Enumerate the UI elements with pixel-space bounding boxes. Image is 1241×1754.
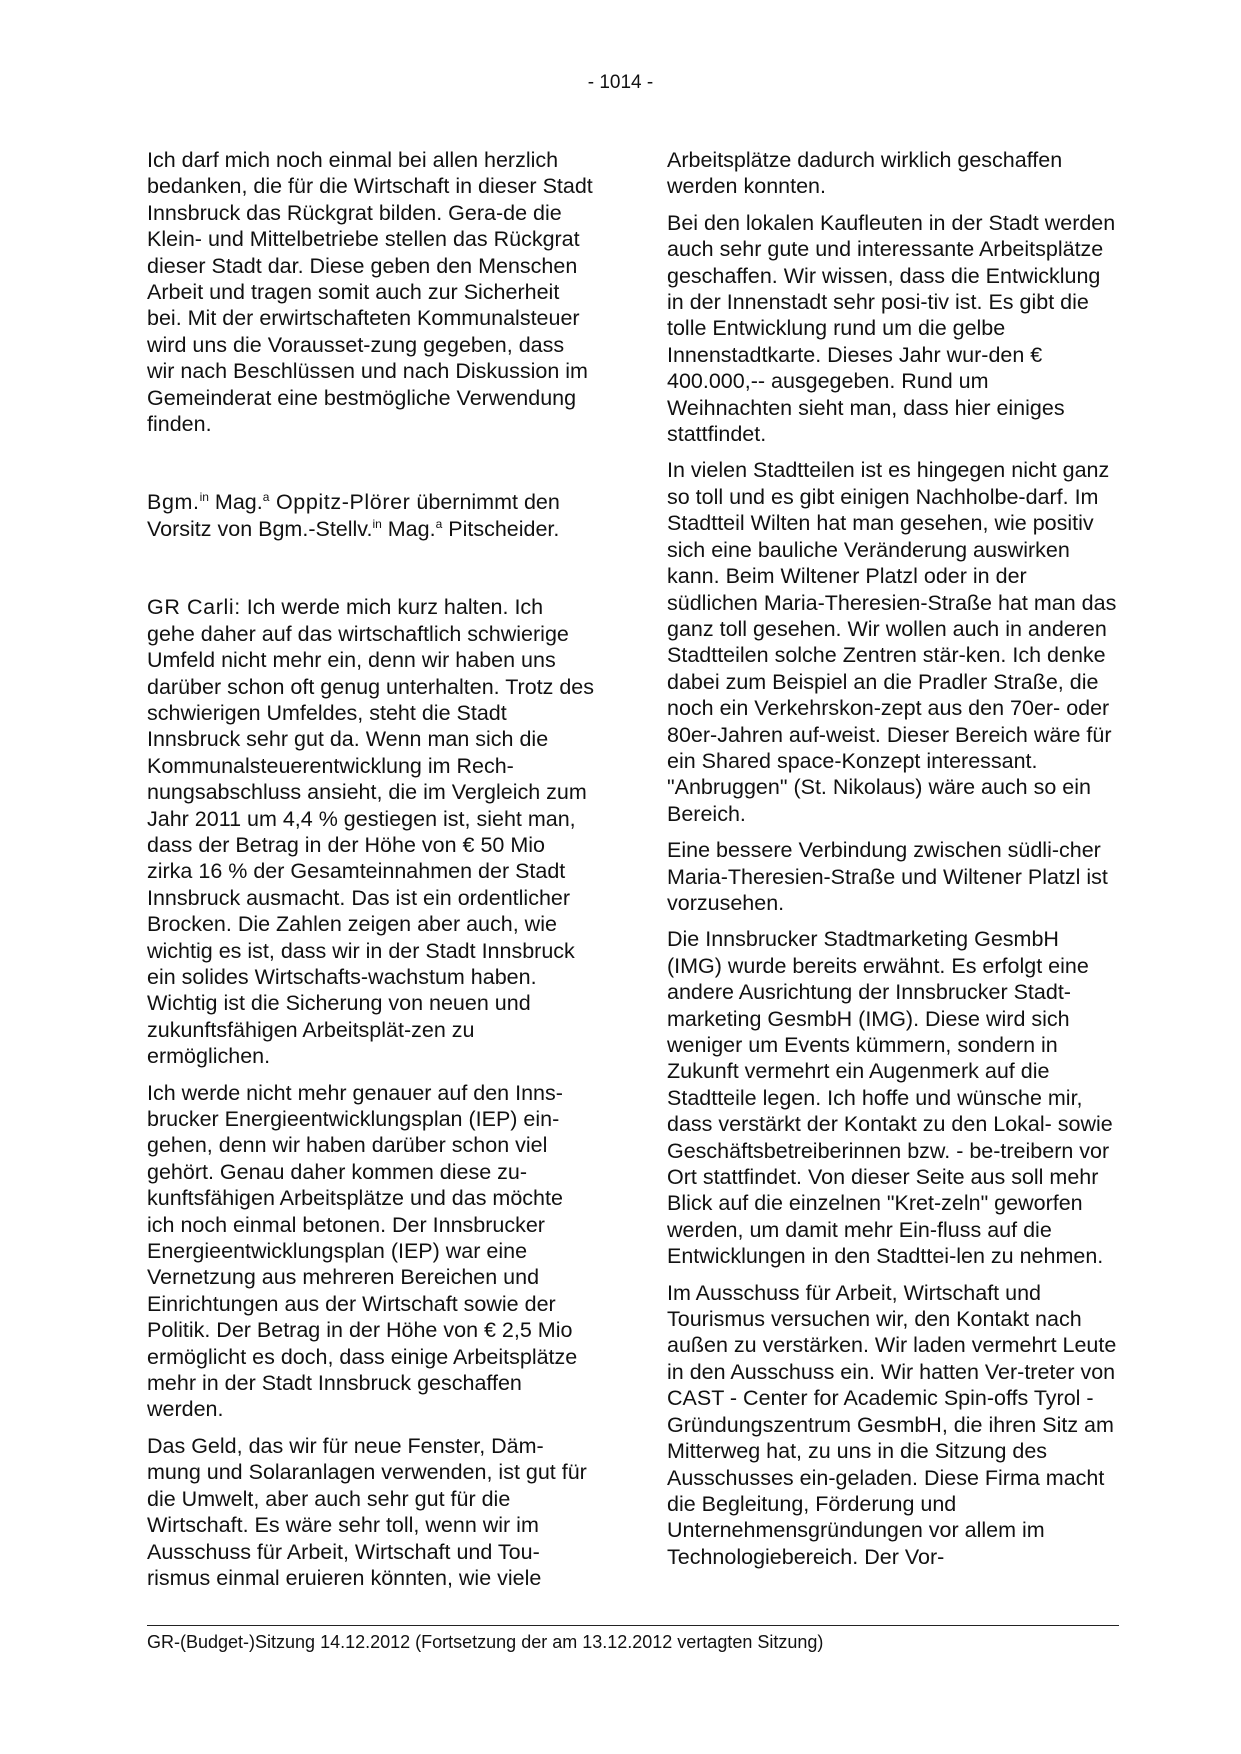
paragraph-thanks: Ich darf mich noch einmal bei allen herzlich bedanken, die für die Wirtschaft in dieser Stadt Innsbruck das Rückgrat bilden. Gera-de die Klein- und Mittelbetriebe stellen das Rückgrat dieser Stadt dar. Diese geben den Menschen Arbeit und tragen somit auch zur Sicherheit bei. Mit der erwirtschafteten Kommunalsteuer wird uns die Vorausset-zung gegeben, dass wir nach Beschlüssen und nach Diskussion im Gemeinderat eine bestmögliche Verwendung finden. (147, 148, 593, 437)
paragraph-img: Die Innsbrucker Stadtmarketing GesmbH (IMG) wurde bereits erwähnt. Es erfolgt eine andere Ausrichtung der Innsbrucker Stadt-marketing GesmbH (IMG). Diese wird sich weniger um Events kümmern, sondern in Zukunft vermehrt ein Augenmerk auf die Stadtteile legen. Ich hoffe und wünsche mir, dass verstärkt der Kontakt zu den Lokal- sowie Geschäftsbetreiberinnen bzw. - be-treibern vor Ort stattfindet. Von dieser Seite aus soll mehr Blick auf die einzelnen "Kret-zeln" geworfen werden, um damit mehr Ein-fluss auf die Entwicklungen in den Stadttei-len zu nehmen. (667, 927, 1113, 1269)
superscript: in (372, 516, 382, 531)
superscript: in (199, 490, 209, 505)
chair-text: Pitscheider. (442, 516, 560, 541)
chair-text: Mag. (381, 516, 436, 541)
paragraph-carli-speech (147, 594, 595, 1069)
superscript: a (262, 490, 270, 505)
right-column (667, 147, 1119, 1580)
chair-change-note (147, 489, 595, 542)
superscript: a (435, 516, 443, 531)
chair-speaker: Bgm. (147, 490, 200, 515)
footer-divider (147, 1625, 1119, 1626)
paragraph-committee: Im Ausschuss für Arbeit, Wirtschaft und Tourismus versuchen wir, den Kontakt nach außen zu verstärken. Wir laden vermehrt Leute in den Ausschuss ein. Wir hatten Ver-treter von CAST - Center for Academic Spin-offs Tyrol - Gründungszentrum GesmbH, die ihren Sitz am Mitterweg hat, zu uns in die Sitzung des Ausschusses ein-geladen. Diese Firma macht die Begleitung, Förderung und Unternehmensgründungen vor allem im Technologiebereich. Der Vor- (667, 1280, 1117, 1569)
speech-text: Ich werde mich kurz halten. Ich gehe daher auf das wirtschaftlich schwierige Umfeld nicht mehr ein, denn wir haben uns darüber schon oft genug unterhalten. Trotz des schwierigen Umfeldes, steht die Stadt Innsbruck sehr gut da. Wenn man sich die Kommunalsteuerentwicklung im Rech-nungsabschluss ansieht, die im Vergleich zum Jahr 2011 um 4,4 % gestiegen ist, sieht man, dass der Betrag in der Höhe von € 50 Mio zirka 16 % der Gesamteinnahmen der Stadt Innsbruck ausmacht. Das ist ein ordentlicher Brocken. Die Zahlen zeigen aber auch, wie wichtig es ist, dass wir in der Stadt Innsbruck ein solides Wirtschafts-wachstum haben. Wichtig ist die Sicherung von neuen und zukunftsfähigen Arbeitsplät-zen zu ermöglichen. (147, 595, 595, 1069)
chair-text: übernimmt den Vorsitz von Bgm.-Stellv. (147, 490, 560, 541)
paragraph-iep: Ich werde nicht mehr genauer auf den Inns-brucker Energieentwicklungsplan (IEP) ein-gehen, denn wir haben darüber schon viel gehört. Genau daher kommen diese zu-kunftsfähigen Arbeitsplätze und das möchte ich noch einmal betonen. Der Innsbrucker Energieentwicklungsplan (IEP) war eine Vernetzung aus mehreren Bereichen und Einrichtungen aus der Wirtschaft sowie der Politik. Der Betrag in der Höhe von € 2,5 Mio ermöglicht es doch, dass einige Arbeitsplätze mehr in der Stadt Innsbruck geschaffen werden. (147, 1080, 578, 1422)
footer-session-info: GR-(Budget-)Sitzung 14.12.2012 (Fortsetzung der am 13.12.2012 vertagten Sitzung) (147, 1632, 824, 1652)
speaker-name: GR Carli: (147, 595, 241, 620)
page-number: - 1014 - (587, 72, 654, 93)
paragraph-districts: In vielen Stadtteilen ist es hingegen nicht ganz so toll und es gibt einigen Nachholbe-darf. Im Stadtteil Wilten hat man gesehen, wie positiv sich eine bauliche Veränderung auswirken kann. Beim Wiltener Platzl oder in der südlichen Maria-Theresien-Straße hat man das ganz toll gesehen. Wir wollen auch in anderen Stadtteilen solche Zentren stär-ken. Ich denke dabei zum Beispiel an die Pradler Straße, die noch ein Verkehrskon-zept aus den 70er- oder 80er-Jahren auf-weist. Dieser Bereich wäre für ein Shared space-Konzept interessant. "Anbruggen" (St. Nikolaus) wäre auch so ein Bereich. (667, 458, 1117, 826)
paragraph-money: Das Geld, das wir für neue Fenster, Däm-mung und Solaranlagen verwenden, ist gut für die Umwelt, aber auch sehr gut für die Wirtschaft. Es wäre sehr toll, wenn wir im Ausschuss für Arbeit, Wirtschaft und Tou-rismus einmal eruieren könnten, wie viele (147, 1433, 587, 1590)
chair-text: Mag. (208, 490, 263, 515)
paragraph-jobs: Arbeitsplätze dadurch wirklich geschaffen werden konnten. (667, 148, 1063, 199)
left-column (147, 147, 595, 1601)
paragraph-local-merchants: Bei den lokalen Kaufleuten in der Stadt werden auch sehr gute und interessante Arbeitsplätze geschaffen. Wir wissen, dass die Entwicklung in der Innenstadt sehr posi-tiv ist. Es gibt die tolle Entwicklung rund um die gelbe Innenstadtkarte. Dieses Jahr wur-den € 400.000,-- ausgegeben. Rund um Weihnachten sieht man, dass hier einiges stattfindet. (667, 210, 1116, 447)
paragraph-connection: Eine bessere Verbindung zwischen südli-cher Maria-Theresien-Straße und Wiltener Platzl ist vorzusehen. (667, 838, 1108, 915)
chair-name: Oppitz-Plörer (269, 490, 411, 515)
